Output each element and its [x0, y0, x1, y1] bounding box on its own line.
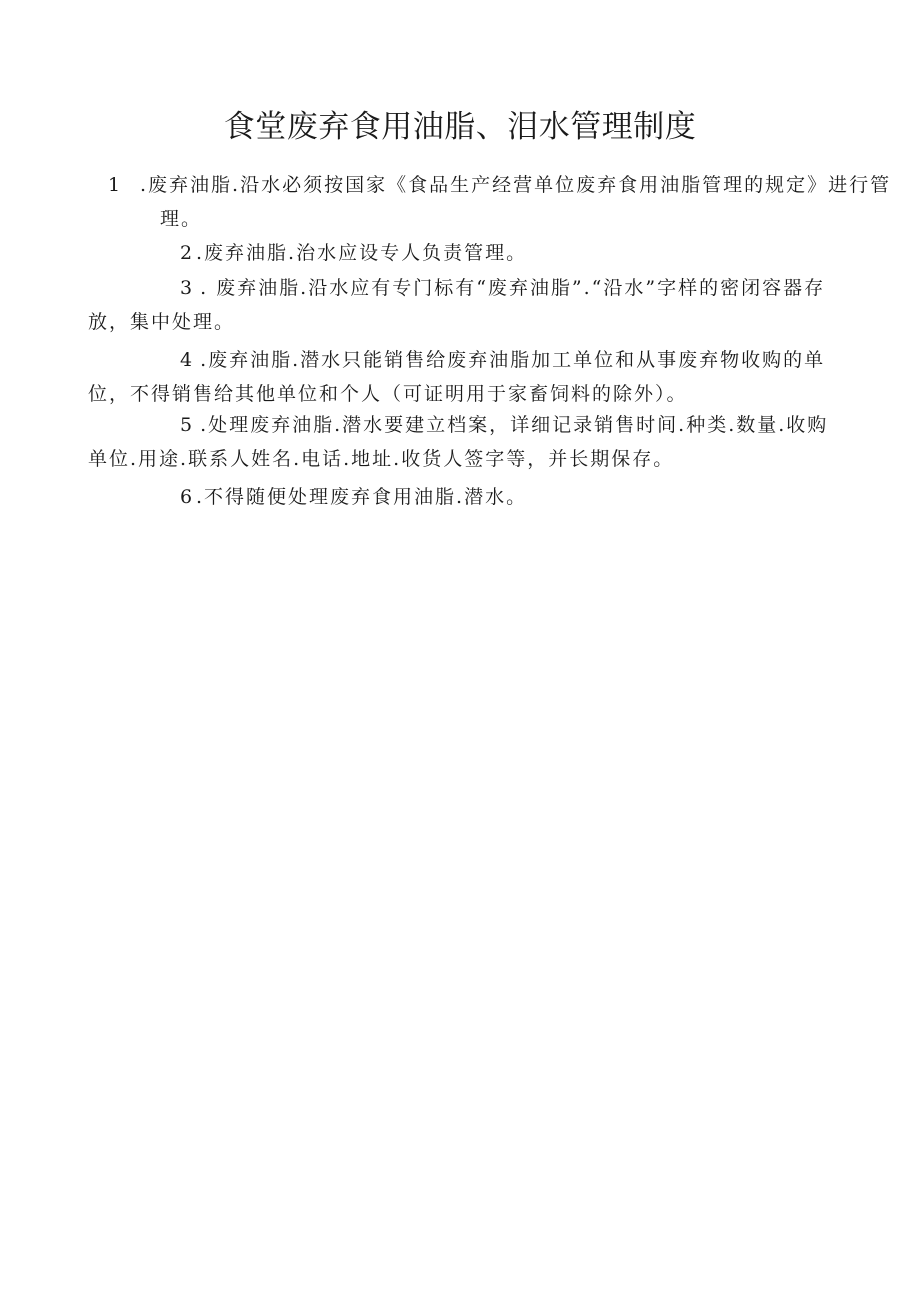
item-text: .不得随便处理废弃食用油脂.潜水。 — [196, 486, 528, 508]
item-number: 4 — [180, 349, 195, 371]
regulation-item-4 — [88, 343, 843, 411]
regulation-item-1: 1 .废弃油脂.沿水必须按国家《食品生产经营单位废弃食用油脂管理的规定》进行管理。 — [108, 174, 892, 230]
regulation-item-3 — [88, 271, 843, 339]
item-number: 5 — [180, 414, 195, 436]
regulation-item-5 — [88, 408, 843, 476]
item-number: 2 — [180, 242, 195, 264]
regulation-item-2 — [88, 236, 843, 270]
item-text: .废弃油脂.潜水只能销售给废弃油脂加工单位和从事废弃物收购的单位，不得销售给其他单位和个人（可证明用于家畜饲料的除外）。 — [88, 349, 826, 405]
regulation-item-6 — [88, 480, 843, 514]
item-text: .处理废弃油脂.潜水要建立档案，详细记录销售时间.种类.数量.收购单位.用途.联系人姓名.电话.地址.收货人签字等，并长期保存。 — [88, 414, 829, 470]
item-text: .废弃油脂.沿水必须按国家《食品生产经营单位废弃食用油脂管理的规定》进行管理。 — [140, 174, 892, 230]
item-number: 3 — [180, 277, 195, 299]
item-number: 6 — [180, 486, 195, 508]
item-text: . 废弃油脂.沿水应有专门标有“废弃油脂”.“沿水”字样的密闭容器存放，集中处理。 — [88, 277, 826, 333]
document-title: 食堂废弃食用油脂、泪水管理制度 — [223, 108, 697, 145]
item-text: .废弃油脂.治水应设专人负责管理。 — [196, 242, 528, 264]
